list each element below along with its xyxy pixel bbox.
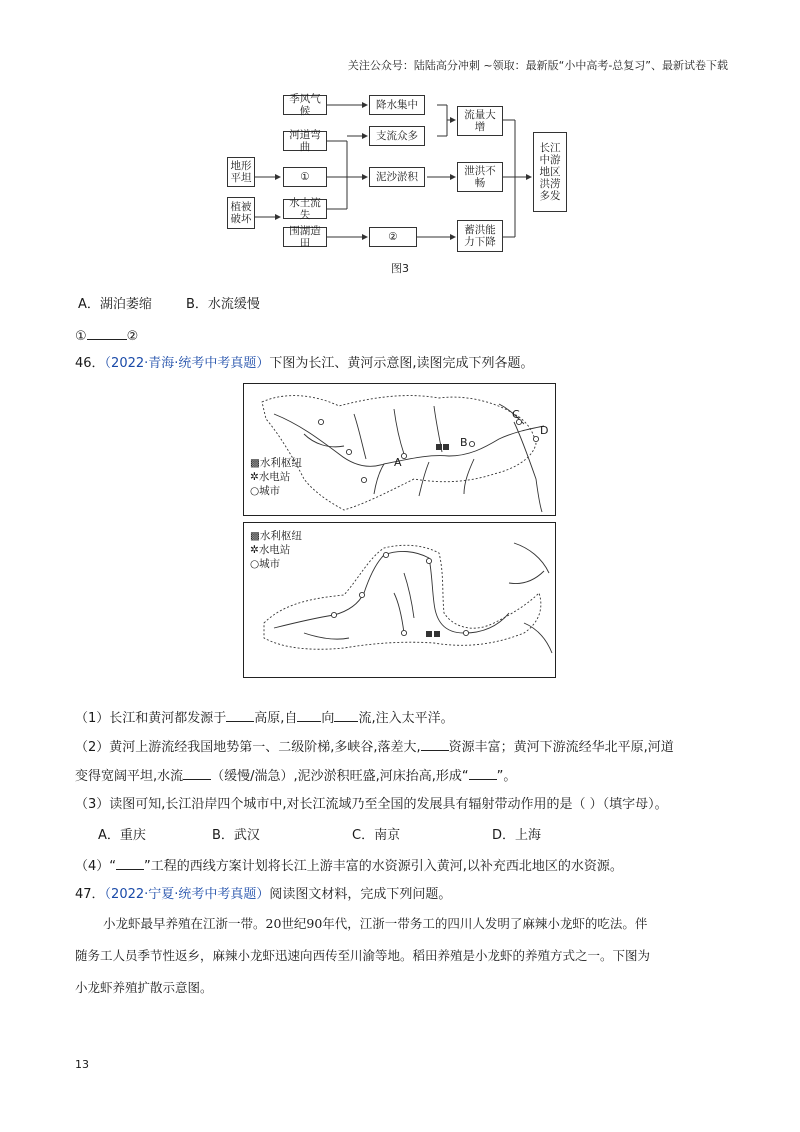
blank-plateau[interactable] xyxy=(226,707,254,722)
figure-caption: 图3 xyxy=(391,262,409,275)
q46-heading xyxy=(75,354,534,374)
box-veg: 植被破坏 xyxy=(227,197,255,229)
box-winding: 河道弯曲 xyxy=(283,131,327,151)
map-label-d: D xyxy=(540,424,549,437)
map-label-a: A xyxy=(394,456,402,469)
legend-hydro: ✲水电站 xyxy=(250,471,291,483)
q46-option-b: B．武汉 xyxy=(212,828,260,843)
box-erosion: 水土流失 xyxy=(283,199,327,219)
legend-city: ○城市 xyxy=(250,485,281,497)
box-result: 长江中游地区洪涝多发 xyxy=(533,132,567,212)
q46-sub2-line2: 变得宽阔平坦,水流 （缓慢/湍急）,泥沙淤积旺盛,河床抬高,形成“ ”。 xyxy=(75,765,516,787)
cause-flowchart xyxy=(225,92,585,282)
header-note: 关注公众号：陆陆高分冲刺 ~领取：最新版“小中高考-总复习”、最新试卷下载 xyxy=(347,59,728,72)
hydro-station-icon: ✲ xyxy=(250,471,259,483)
box-flow-increase: 流量大增 xyxy=(457,106,503,136)
blank-project[interactable] xyxy=(116,855,144,870)
yangtze-legend xyxy=(250,456,302,498)
answer-marker-1: ① xyxy=(75,329,87,344)
question-stem: 阅读图文材料，完成下列问题。 xyxy=(269,887,452,902)
city-icon: ○ xyxy=(250,558,260,570)
q46-option-c: C．南京 xyxy=(352,828,401,843)
box-storage: 蓄洪能力下降 xyxy=(457,220,503,252)
box-tributaries: 支流众多 xyxy=(369,126,425,146)
q46-sub1: （1）长江和黄河都发源于 高原,自 向 流,注入太平洋。 xyxy=(75,707,454,729)
question-number: 47． xyxy=(75,887,105,902)
answer-marker-2: ② xyxy=(126,329,139,344)
q46-sub4: （4）“ ”工程的西线方案计划将长江上游丰富的水资源引入黄河,以补充西北地区的水资源。 xyxy=(75,855,623,877)
box-reclaim: 围湖造田 xyxy=(283,227,327,247)
box-flat: 地形平坦 xyxy=(227,157,255,187)
city-icon: ○ xyxy=(250,485,260,497)
yellow-river-map xyxy=(243,522,556,678)
flowchart-arrows xyxy=(225,92,585,282)
legend-hydro: ✲水电站 xyxy=(250,544,291,556)
map-label-c: C xyxy=(512,408,520,421)
answer-blank[interactable] xyxy=(87,325,127,340)
q47-material-line3: 小龙虾养殖扩散示意图。 xyxy=(75,980,213,995)
question-number: 46． xyxy=(75,356,105,371)
q46-option-d: D．上海 xyxy=(492,828,542,843)
box-blank-2: ② xyxy=(369,227,417,247)
question-stem: 下图为长江、黄河示意图,读图完成下列各题。 xyxy=(269,356,534,371)
box-rain: 降水集中 xyxy=(369,95,425,115)
box-blank-1: ① xyxy=(283,167,327,187)
legend-dam: ▩水利枢纽 xyxy=(250,457,302,469)
q46-option-a: A．重庆 xyxy=(98,828,146,843)
q47-material-line2: 随务工人员季节性返乡，麻辣小龙虾迅速向西传至川渝等地。稻田养殖是小龙虾的养殖方式之一。下图为 xyxy=(75,948,651,963)
dam-icon: ▩ xyxy=(250,457,260,469)
q47-heading xyxy=(75,885,451,905)
question-source: （2022·青海·统考中考真题） xyxy=(104,356,270,371)
q46-sub2-line1: （2）黄河上游流经我国地势第一、二级阶梯,多峡谷,落差大, 资源丰富；黄河下游流经华北平原,河道 xyxy=(75,736,674,758)
box-drain: 泄洪不畅 xyxy=(457,162,503,192)
question-source: （2022·宁夏·统考中考真题） xyxy=(104,887,270,902)
q45-answer-line xyxy=(75,325,138,347)
page-number: 13 xyxy=(75,1058,89,1071)
box-silt: 泥沙淤积 xyxy=(369,167,425,187)
hydro-station-icon: ✲ xyxy=(250,544,259,556)
blank-flow[interactable] xyxy=(183,765,211,780)
q47-material-line1: 小龙虾最早养殖在江浙一带。20世纪90年代，江浙一带务工的四川人发明了麻辣小龙虾的吃法。伴 xyxy=(103,916,648,931)
blank-to[interactable] xyxy=(334,707,358,722)
blank-river-type[interactable] xyxy=(469,765,497,780)
legend-city: ○城市 xyxy=(250,558,281,570)
q45-option-a: A．湖泊萎缩 xyxy=(78,297,152,312)
yangtze-map xyxy=(243,383,556,516)
box-monsoon: 季风气候 xyxy=(283,95,327,115)
blank-resource[interactable] xyxy=(421,736,449,751)
map-label-b: B xyxy=(460,436,468,449)
q46-sub3: （3）读图可知,长江沿岸四个城市中,对长江流域乃至全国的发展具有辐射带动作用的是（ ）（填字母）。 xyxy=(75,797,668,812)
yellow-river-legend xyxy=(250,529,302,571)
blank-from[interactable] xyxy=(297,707,321,722)
legend-dam: ▩水利枢纽 xyxy=(250,530,302,542)
q45-option-b: B．水流缓慢 xyxy=(186,297,260,312)
dam-icon: ▩ xyxy=(250,530,260,542)
